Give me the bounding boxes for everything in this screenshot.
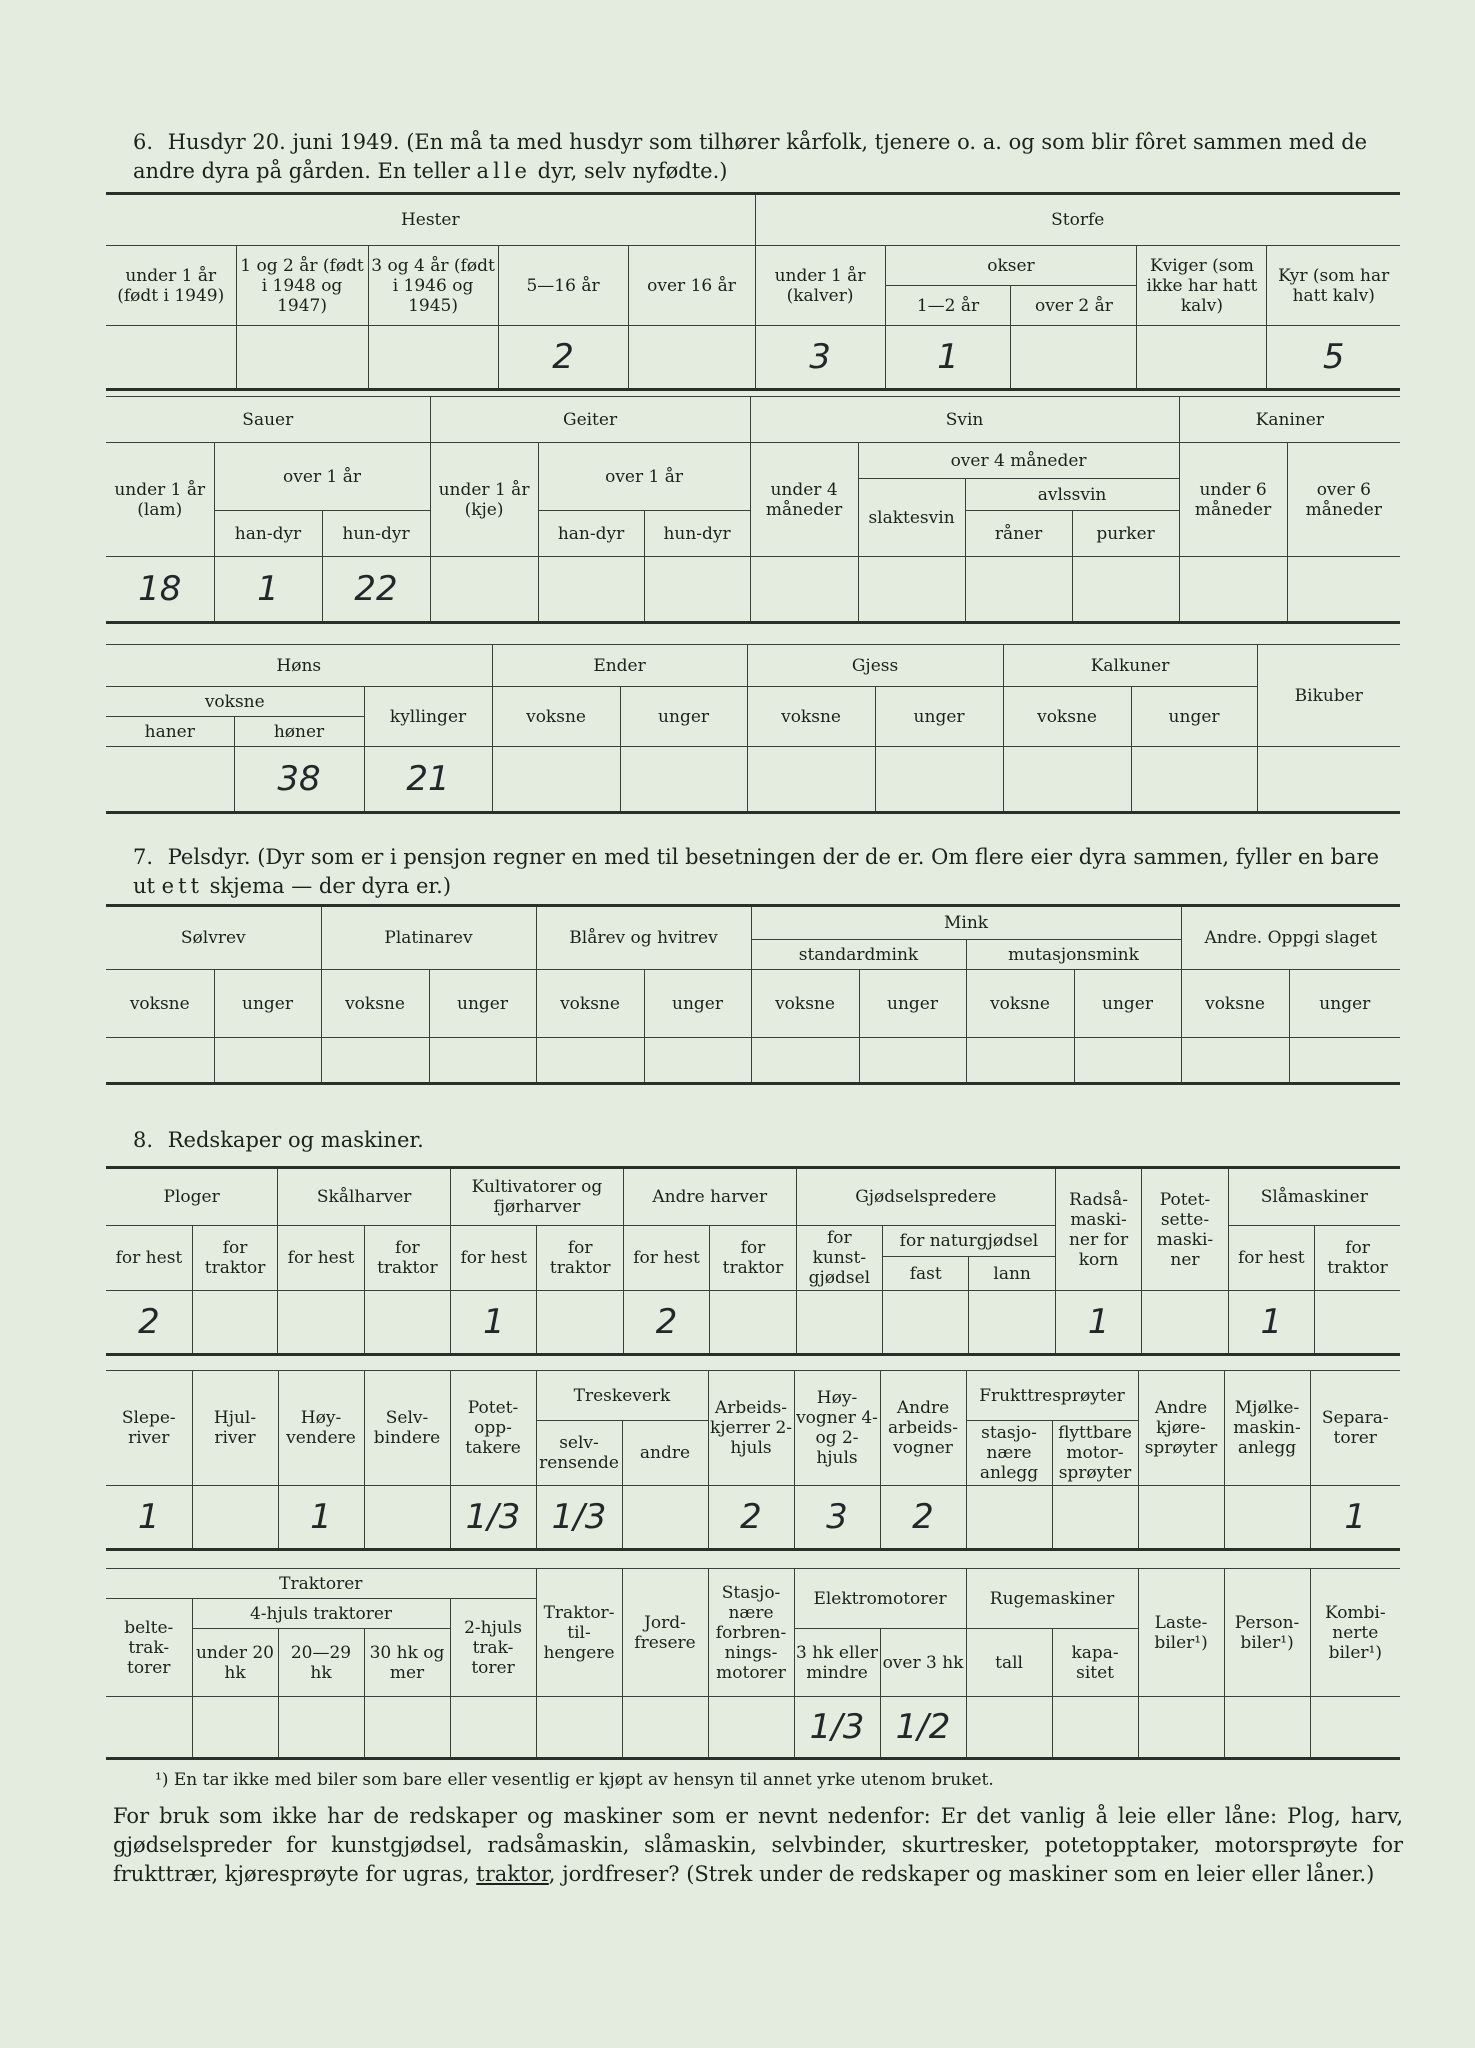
machine-value[interactable] [1138, 1486, 1224, 1550]
blarev-header: Blårev og hvitrev [536, 906, 751, 970]
voksne-label: voksne [966, 970, 1074, 1038]
geiter-kje: under 1 år (kje) [430, 443, 538, 557]
frukt-flyttbare: flyttbare motor-sprøyter [1052, 1421, 1138, 1486]
kalkuner-header: Kalkuner [1003, 645, 1257, 687]
implement-value[interactable] [1142, 1291, 1228, 1355]
arbeidskjerrer-header: Arbeids-kjerrer 2-hjuls [708, 1371, 794, 1486]
firehjuls-traktorer: 4-hjuls traktorer [192, 1599, 450, 1629]
geiter-value[interactable] [430, 557, 538, 623]
hester-value[interactable] [236, 326, 368, 390]
potetopptakere-header: Potet-opp-takere [450, 1371, 536, 1486]
vehicle-value[interactable] [708, 1697, 794, 1759]
gjess-unger: unger [875, 687, 1003, 747]
pelsdyr-value[interactable] [1181, 1038, 1289, 1084]
svin-header: Svin [750, 397, 1179, 443]
unger-label: unger [859, 970, 966, 1038]
tresk-andre: andre [622, 1421, 708, 1486]
svin-value[interactable] [1072, 557, 1179, 623]
sauer-value[interactable]: 1 [214, 557, 322, 623]
vehicle-value[interactable]: 1/3 [794, 1697, 880, 1759]
potetsettemaskiner-header: Potet-sette-maski-ner [1142, 1168, 1228, 1291]
machine-value[interactable] [364, 1486, 450, 1550]
ruge-kapasitet: kapa-sitet [1052, 1629, 1138, 1697]
for-traktor: for traktor [710, 1226, 796, 1291]
andre-harver-header: Andre harver [623, 1168, 796, 1226]
vehicle-value[interactable] [1310, 1697, 1400, 1759]
tohjuls-traktorer: 2-hjuls trak-torer [450, 1599, 536, 1697]
hester-value[interactable] [628, 326, 755, 390]
mutasjonsmink-header: mutasjonsmink [966, 940, 1181, 970]
andre-header: Andre. Oppgi slaget [1181, 906, 1400, 970]
sauer-value[interactable]: 22 [322, 557, 430, 623]
machine-value[interactable] [192, 1486, 278, 1550]
fur-animals-table [106, 904, 1400, 1085]
machine-value[interactable] [622, 1486, 708, 1550]
horses-cattle-table [106, 192, 1400, 391]
svin-value[interactable] [965, 557, 1072, 623]
hons-haner: haner [106, 717, 234, 747]
vehicle-value[interactable] [192, 1697, 278, 1759]
kalkuner-voksne: voksne [1003, 687, 1131, 747]
svin-value[interactable] [858, 557, 965, 623]
storfe-value[interactable] [1011, 326, 1137, 390]
hons-kyllinger: kyllinger [364, 687, 492, 747]
pelsdyr-value[interactable] [859, 1038, 966, 1084]
unger-label: unger [1289, 970, 1400, 1038]
hester-value[interactable] [368, 326, 498, 390]
pelsdyr-value[interactable] [321, 1038, 429, 1084]
gjess-value[interactable] [875, 747, 1003, 813]
kalkuner-unger: unger [1131, 687, 1257, 747]
vehicle-value[interactable] [966, 1697, 1052, 1759]
hjulriver-header: Hjul-river [192, 1371, 278, 1486]
gjess-voksne: voksne [747, 687, 875, 747]
bikuber-value[interactable] [1257, 747, 1400, 813]
storfe-kyr: Kyr (som har hatt kalv) [1267, 246, 1400, 326]
traktortilhengere-header: Traktor-til-hengere [536, 1569, 622, 1697]
implements-table-3 [106, 1568, 1400, 1760]
hester-col-2: 1 og 2 år (født i 1948 og 1947) [236, 246, 368, 326]
machine-value[interactable]: 3 [794, 1486, 880, 1550]
mink-header: Mink [751, 906, 1181, 940]
separatorer-header: Separa-torer [1310, 1371, 1400, 1486]
jordfresere-header: Jord-fresere [622, 1569, 708, 1697]
solvrev-header: Sølvrev [106, 906, 321, 970]
closing-paragraph: For bruk som ikke har de redskaper og maskiner som er nevnt nedenfor: Er det vanlig å leie eller låne: Plog, harv, gjødselspreder for kunstgjødsel, radsåmaskin, slåmaskin, selvbinder, skurtresker, potetopptaker, motorsprøyte for frukttrær, kjøresprøyte for ugras, traktor, jordfreser? (Strek under de redskaper og maskiner som en leier eller låner.) [113, 1804, 1403, 1886]
implement-value[interactable] [192, 1291, 277, 1355]
elektro-large: over 3 hk [880, 1629, 966, 1697]
underlined-traktor: traktor [476, 1862, 549, 1886]
vehicle-value[interactable] [1138, 1697, 1224, 1759]
implement-value[interactable] [883, 1291, 969, 1355]
hester-value[interactable]: 2 [498, 326, 628, 390]
svin-raner: råner [965, 511, 1072, 557]
for-naturgjodsel: for naturgjødsel [883, 1226, 1056, 1257]
hons-value[interactable] [106, 747, 234, 813]
traktorer-header: Traktorer [106, 1569, 536, 1599]
kaniner-under: under 6 måneder [1179, 443, 1287, 557]
pelsdyr-value[interactable] [1289, 1038, 1400, 1084]
bikuber-header: Bikuber [1257, 645, 1400, 747]
voksne-label: voksne [751, 970, 859, 1038]
machine-value[interactable]: 1 [106, 1486, 192, 1550]
frukt-stasjonaere: stasjo-nære anlegg [966, 1421, 1052, 1486]
unger-label: unger [429, 970, 536, 1038]
frukttresproyter-header: Frukttresprøyter [966, 1371, 1138, 1421]
svin-avl: avlssvin [965, 479, 1179, 511]
skalharver-header: Skålharver [278, 1168, 451, 1226]
geiter-value[interactable] [538, 557, 644, 623]
personbiler-header: Person-biler¹) [1224, 1569, 1310, 1697]
svin-value[interactable] [750, 557, 858, 623]
voksne-label: voksne [321, 970, 429, 1038]
implement-value[interactable] [710, 1291, 796, 1355]
machine-value[interactable]: 1 [1310, 1486, 1400, 1550]
hester-header: Hester [106, 194, 755, 246]
vehicle-value[interactable] [106, 1697, 192, 1759]
elektro-small: 3 hk eller mindre [794, 1629, 880, 1697]
for-hest: for hest [106, 1226, 192, 1291]
mjolkemaskinanlegg-header: Mjølke-maskin-anlegg [1224, 1371, 1310, 1486]
implement-value[interactable] [969, 1291, 1055, 1355]
unger-label: unger [214, 970, 321, 1038]
svin-under: under 4 måneder [750, 443, 858, 557]
unger-label: unger [1074, 970, 1181, 1038]
vehicle-value[interactable]: 1/2 [880, 1697, 966, 1759]
sauer-handyr: han-dyr [214, 511, 322, 557]
kaniner-header: Kaniner [1179, 397, 1400, 443]
kalkuner-value[interactable] [1003, 747, 1131, 813]
for-hest: for hest [451, 1226, 537, 1291]
geiter-hundyr: hun-dyr [644, 511, 750, 557]
implement-value[interactable]: 1 [1055, 1291, 1141, 1355]
for-traktor: for traktor [1315, 1226, 1400, 1291]
hoyvendere-header: Høy-vendere [278, 1371, 364, 1486]
natur-lann: lann [969, 1257, 1055, 1291]
hoyvogner-header: Høy-vogner 4- og 2-hjuls [794, 1371, 880, 1486]
for-kunstgjodsel: for kunst-gjødsel [796, 1226, 882, 1291]
pelsdyr-value[interactable] [106, 1038, 214, 1084]
storfe-okser: okser [885, 246, 1137, 286]
sleperiver-header: Slepe-river [106, 1371, 192, 1486]
storfe-value[interactable]: 5 [1267, 326, 1400, 390]
unger-label: unger [644, 970, 751, 1038]
implement-value[interactable]: 1 [451, 1291, 537, 1355]
sauer-header: Sauer [106, 397, 430, 443]
implement-value[interactable]: 2 [623, 1291, 709, 1355]
elektromotorer-header: Elektromotorer [794, 1569, 966, 1629]
implement-value[interactable] [537, 1291, 623, 1355]
kaniner-over: over 6 måneder [1287, 443, 1400, 557]
hons-header: Høns [106, 645, 492, 687]
voksne-label: voksne [106, 970, 214, 1038]
pelsdyr-value[interactable] [214, 1038, 321, 1084]
footnote: ¹) En tar ikke med biler som bare eller vesentlig er kjøpt av hensyn til annet yrke utenom bruket. [155, 1770, 994, 1790]
machine-value[interactable]: 1/3 [450, 1486, 536, 1550]
sauer-value[interactable]: 18 [106, 557, 214, 623]
gjodselspredere-header: Gjødselspredere [796, 1168, 1055, 1226]
implements-table-2 [106, 1370, 1400, 1551]
for-hest: for hest [623, 1226, 709, 1291]
implements-table-1 [106, 1166, 1400, 1356]
pelsdyr-value[interactable] [536, 1038, 644, 1084]
pelsdyr-value[interactable] [1074, 1038, 1181, 1084]
section-6-title: 6. Husdyr 20. juni 1949. (En må ta med husdyr som tilhører kårfolk, tjenere o. a. og som blir fôret sammen med de andre dyra på gården. En teller alle dyr, selv nyfødte.) [133, 130, 1368, 183]
treskeverk-header: Treskeverk [536, 1371, 708, 1421]
for-traktor: for traktor [192, 1226, 277, 1291]
implement-value[interactable] [278, 1291, 364, 1355]
geiter-header: Geiter [430, 397, 750, 443]
implement-value[interactable] [364, 1291, 450, 1355]
ploger-header: Ploger [106, 1168, 278, 1226]
okser-over-2: over 2 år [1011, 286, 1137, 326]
svin-over: over 4 måneder [858, 443, 1179, 479]
storfe-kalver: under 1 år (kalver) [755, 246, 885, 326]
vehicle-value[interactable] [536, 1697, 622, 1759]
for-traktor: for traktor [537, 1226, 623, 1291]
okser-1-2: 1—2 år [885, 286, 1011, 326]
ender-unger: unger [620, 687, 747, 747]
geiter-value[interactable] [644, 557, 750, 623]
hester-col-4: 5—16 år [498, 246, 628, 326]
svin-purker: purker [1072, 511, 1179, 557]
slamaskiner-header: Slåmaskiner [1228, 1168, 1400, 1226]
implement-value[interactable] [796, 1291, 882, 1355]
pelsdyr-value[interactable] [644, 1038, 751, 1084]
hons-honer: høner [234, 717, 364, 747]
hons-voksne: voksne [106, 687, 364, 717]
beltetraktorer: belte-trak-torer [106, 1599, 192, 1697]
storfe-kviger: Kviger (som ikke har hatt kalv) [1137, 246, 1267, 326]
vehicle-value[interactable] [622, 1697, 708, 1759]
ender-voksne: voksne [492, 687, 620, 747]
kombinerte-biler-header: Kombi-nerte biler¹) [1310, 1569, 1400, 1697]
for-hest: for hest [1228, 1226, 1314, 1291]
pelsdyr-value[interactable] [429, 1038, 536, 1084]
traktor-under-20: under 20 hk [192, 1629, 278, 1697]
kaniner-value[interactable] [1179, 557, 1287, 623]
vehicle-value[interactable] [450, 1697, 536, 1759]
machine-value[interactable]: 1/3 [536, 1486, 622, 1550]
voksne-label: voksne [1181, 970, 1289, 1038]
machine-value[interactable] [966, 1486, 1052, 1550]
vehicle-value[interactable] [1224, 1697, 1310, 1759]
sheep-goat-pig-table [106, 396, 1400, 624]
traktor-20-29: 20—29 hk [278, 1629, 364, 1697]
andre-kjoresproyter-header: Andre kjøre-sprøyter [1138, 1371, 1224, 1486]
radsamaskiner-header: Radså-maski-ner for korn [1055, 1168, 1141, 1291]
gjess-header: Gjess [747, 645, 1003, 687]
natur-fast: fast [883, 1257, 969, 1291]
stasjonaere-motorer-header: Stasjo-nære forbren-nings-motorer [708, 1569, 794, 1697]
for-hest: for hest [278, 1226, 364, 1291]
implement-value[interactable] [1315, 1291, 1400, 1355]
ender-value[interactable] [620, 747, 747, 813]
machine-value[interactable]: 2 [880, 1486, 966, 1550]
ruge-tall: tall [966, 1629, 1052, 1697]
hester-col-5: over 16 år [628, 246, 755, 326]
vehicle-value[interactable] [364, 1697, 450, 1759]
kaniner-value[interactable] [1287, 557, 1400, 623]
sauer-over: over 1 år [214, 443, 430, 511]
svin-slakt: slaktesvin [858, 479, 965, 557]
storfe-value[interactable]: 3 [755, 326, 885, 390]
andre-arbeidsvogner-header: Andre arbeids-vogner [880, 1371, 966, 1486]
machine-value[interactable] [1052, 1486, 1138, 1550]
gjess-value[interactable] [747, 747, 875, 813]
storfe-value[interactable]: 1 [885, 326, 1011, 390]
hester-col-3: 3 og 4 år (født i 1946 og 1945) [368, 246, 498, 326]
selvbindere-header: Selv-bindere [364, 1371, 450, 1486]
vehicle-value[interactable] [278, 1697, 364, 1759]
implement-value[interactable]: 2 [106, 1291, 192, 1355]
for-traktor: for traktor [364, 1226, 450, 1291]
pelsdyr-value[interactable] [751, 1038, 859, 1084]
platinarev-header: Platinarev [321, 906, 536, 970]
sauer-lam: under 1 år (lam) [106, 443, 214, 557]
voksne-label: voksne [536, 970, 644, 1038]
hons-value[interactable]: 21 [364, 747, 492, 813]
lastebiler-header: Laste-biler¹) [1138, 1569, 1224, 1697]
kalkuner-value[interactable] [1131, 747, 1257, 813]
hester-col-1: under 1 år (født i 1949) [106, 246, 236, 326]
machine-value[interactable]: 1 [278, 1486, 364, 1550]
storfe-value[interactable] [1137, 326, 1267, 390]
hester-value[interactable] [106, 326, 236, 390]
standardmink-header: standardmink [751, 940, 966, 970]
kultivatorer-header: Kultivatorer og fjørharver [451, 1168, 624, 1226]
sauer-hundyr: hun-dyr [322, 511, 430, 557]
ender-header: Ender [492, 645, 747, 687]
ender-value[interactable] [492, 747, 620, 813]
pelsdyr-value[interactable] [966, 1038, 1074, 1084]
geiter-handyr: han-dyr [538, 511, 644, 557]
rugemaskiner-header: Rugemaskiner [966, 1569, 1138, 1629]
traktor-30-plus: 30 hk og mer [364, 1629, 450, 1697]
tresk-selvrensende: selv-rensende [536, 1421, 622, 1486]
poultry-table [106, 644, 1400, 814]
vehicle-value[interactable] [1052, 1697, 1138, 1759]
geiter-over: over 1 år [538, 443, 750, 511]
hons-value[interactable]: 38 [234, 747, 364, 813]
section-8-title: 8. Redskaper og maskiner. [133, 1128, 424, 1152]
machine-value[interactable]: 2 [708, 1486, 794, 1550]
storfe-header: Storfe [755, 194, 1400, 246]
section-7-title: 7. Pelsdyr. (Dyr som er i pensjon regner en med til besetningen der de er. Om flere eier dyra sammen, fyller en bare ut ett skjema — der dyra er.) [133, 845, 1380, 898]
implement-value[interactable]: 1 [1228, 1291, 1314, 1355]
machine-value[interactable] [1224, 1486, 1310, 1550]
